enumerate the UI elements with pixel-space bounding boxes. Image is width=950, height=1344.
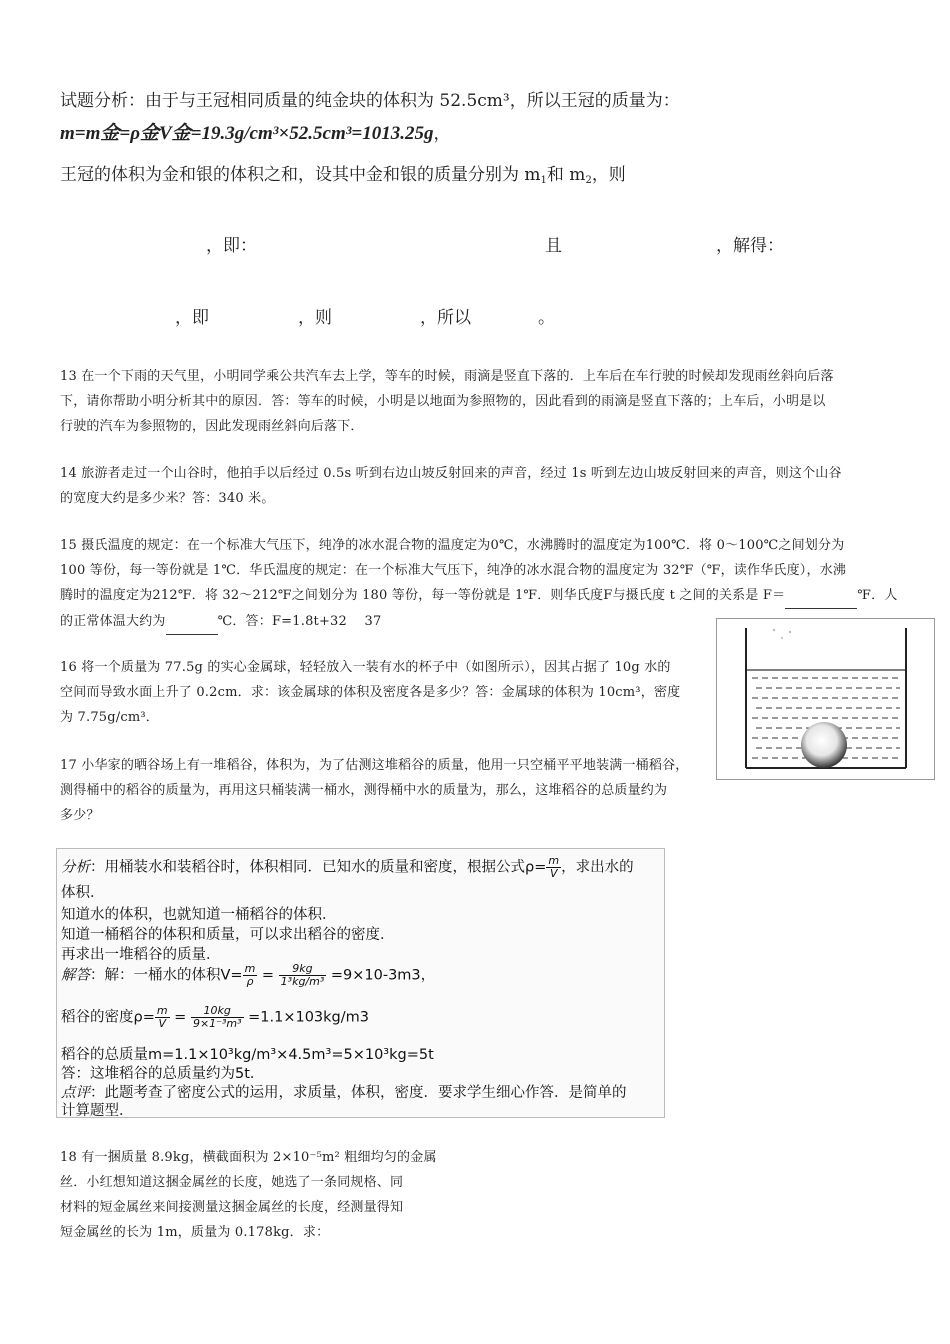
solution-answer: 答：这堆稻谷的总质量约为5t． bbox=[61, 1066, 265, 1082]
solution-last-line: 计算题型． bbox=[61, 1103, 134, 1119]
comment-text: ：此题考查了密度公式的运用，求质量，体积，密度．要求学生细心作答．是简单的 bbox=[90, 1085, 627, 1101]
q15-line-4-b: ℃．答：F=1.8t+32 37 bbox=[217, 614, 382, 629]
q14-line-2: 的宽度大约是多少米？答：340 米。 bbox=[60, 491, 275, 506]
analysis-line-3 bbox=[60, 160, 626, 186]
q13-line-1: 13 在一个下雨的天气里，小明同学乘公共汽车去上学，等车的时候，雨滴是竖直下落的．上车后在车行驶的时候却发现雨丝斜向后落 bbox=[60, 369, 834, 384]
row5-d: 。 bbox=[538, 308, 555, 328]
volume-fraction-2 bbox=[279, 963, 327, 988]
frac-rho: ρ bbox=[246, 975, 254, 988]
row4-a: ，即： bbox=[206, 236, 257, 256]
analysis-line-3-a: 王冠的体积为金和银的体积之和，设其中金和银的质量分别为 m bbox=[60, 165, 541, 185]
comment-label: 点评 bbox=[61, 1085, 90, 1101]
solution-line-3: 知道水的体积，也就知道一桶稻谷的体积． bbox=[61, 907, 337, 923]
q15-line-1: 15 摄氏温度的规定：在一个标准大气压下，纯净的冰水混合物的温度定为0℃，水沸腾时的温度定为100℃．将 0～100℃之间划分为 bbox=[60, 538, 845, 553]
solution-total-mass: 稻谷的总质量m=1.1×10³kg/m³×4.5m³=5×10³kg=5t bbox=[61, 1047, 434, 1063]
frac-9kg: 9kg bbox=[279, 963, 327, 976]
formula-comma: ， bbox=[433, 124, 451, 144]
solution-box bbox=[56, 848, 665, 1118]
row5-a: ，即 bbox=[175, 308, 209, 328]
density-fraction-2 bbox=[155, 1005, 170, 1030]
cup-with-ball-figure bbox=[716, 618, 936, 780]
frac-denominator: V bbox=[549, 867, 558, 880]
solution-line-5: 再求出一堆稻谷的质量． bbox=[61, 947, 221, 963]
subscript-2: 2 bbox=[585, 175, 592, 186]
q18-line-2: 丝．小红想知道这捆金属丝的长度，她选了一条同规格、同 bbox=[60, 1175, 404, 1190]
analysis-line-1: 试题分析：由于与王冠相同质量的纯金块的体积为 52.5cm³，所以王冠的质量为： bbox=[60, 91, 680, 111]
q15-line-2: 100 等份，每一等份就是 1℃．华氏温度的规定：在一个标准大气压下，纯净的冰水混合物的温度定为 32℉（℉，读作华氏度），水沸 bbox=[60, 563, 847, 578]
jieda-label: 解答 bbox=[61, 967, 90, 984]
q15-line-3-end: ℉．人 bbox=[857, 588, 898, 603]
question-17 bbox=[60, 753, 688, 828]
solution-line-2: 体积． bbox=[61, 885, 105, 901]
frac-numerator: m bbox=[548, 854, 560, 867]
answer-blank-f bbox=[785, 583, 857, 609]
density-fraction-3 bbox=[191, 1005, 244, 1030]
solution-line-4: 知道一桶稻谷的体积和质量，可以求出稻谷的密度． bbox=[61, 927, 395, 943]
density-result: =1.1×103kg/m3 bbox=[248, 1009, 369, 1026]
frac-m: m bbox=[244, 962, 256, 975]
frac-m-2: m bbox=[156, 1004, 168, 1017]
q17-line-2: 测得桶中的稻谷的质量为，再用这只桶装满一桶水，测得桶中水的质量为，那么，这堆稻谷的总质量约为 bbox=[60, 783, 668, 798]
frac-v-2: V bbox=[158, 1017, 166, 1030]
frac-den1: 1³kg/m³ bbox=[280, 975, 325, 988]
density-text: 稻谷的密度ρ= bbox=[61, 1009, 155, 1026]
row4-c: ，解得： bbox=[716, 236, 784, 256]
q17-line-1: 17 小华家的晒谷场上有一堆稻谷，体积为，为了估测这堆稻谷的质量，他用一只空桶平平地装满一桶稻谷， bbox=[60, 758, 689, 773]
q15-line-4-a: 的正常体温大约为 bbox=[60, 614, 166, 629]
q18-line-1: 18 有一捆质量 8.9kg，横截面积为 2×10⁻⁵m² 粗细均匀的金属 bbox=[60, 1150, 437, 1165]
solution-analysis-line bbox=[61, 855, 634, 880]
q18-line-3: 材料的短金属丝来间接测量这捆金属丝的长度，经测量得知 bbox=[60, 1200, 404, 1215]
density-fraction-1 bbox=[546, 855, 561, 880]
q15-line-3 bbox=[60, 583, 898, 609]
row4-b: 且 bbox=[545, 236, 562, 256]
frac-10kg: 10kg bbox=[191, 1005, 244, 1018]
answer-blank-temp bbox=[166, 609, 218, 635]
q15-line-3-text: 腾时的温度定为212℉．将 32～212℉之间划分为 180 等份，每一等份就是 1℉．则华氏度F与摄氏度 t 之间的关系是 F＝ bbox=[60, 588, 786, 603]
analysis-label: 分析 bbox=[61, 859, 90, 876]
question-14 bbox=[60, 461, 842, 511]
frac-den2: 9×1⁻³m³ bbox=[192, 1017, 242, 1030]
q14-line-1: 14 旅游者走过一个山谷时，他拍手以后经过 0.5s 听到右边山坡反射回来的声音，经过 1s 听到左边山坡反射回来的声音，则这个山谷 bbox=[60, 466, 842, 481]
formula-line bbox=[60, 118, 451, 145]
question-13 bbox=[60, 364, 834, 439]
volume-fraction-1 bbox=[243, 963, 258, 988]
q17-line-3: 多少？ bbox=[60, 808, 100, 823]
solution-density-line: 稻谷的密度ρ= $\frac{m}{V}$ = $\frac{10kg}{\text{9×1⁻³m³}}$ =1.1×103kg/m3 bbox=[61, 1004, 369, 1030]
question-16 bbox=[60, 655, 680, 730]
analysis-line-3-mid: 和 m bbox=[546, 165, 586, 185]
q16-line-1: 16 将一个质量为 77.5g 的实心金属球，轻轻放入一装有水的杯子中（如图所示），因其占据了 10g 水的 bbox=[60, 660, 671, 675]
row5-c: ，所以 bbox=[420, 308, 471, 328]
jieda-text: ：解：一桶水的体积V= bbox=[90, 967, 243, 984]
mass-formula: m=m金=ρ金V金=19.3g/cm³×52.5cm³=1013.25g bbox=[60, 123, 434, 144]
q16-line-2: 空间而导致水面上升了 0.2cm．求：该金属球的体积及密度各是多少？答：金属球的体积为 10cm³，密度 bbox=[60, 685, 681, 700]
q13-line-2: 下，请你帮助小明分析其中的原因．答：等车的时候，小明是以地面为参照物的，因此看到的雨滴是竖直下落的；上车后，小明是以 bbox=[60, 394, 826, 409]
solution-comment-line bbox=[61, 1081, 627, 1102]
question-18 bbox=[60, 1145, 437, 1245]
q16-line-3: 为 7.75g/cm³． bbox=[60, 710, 159, 725]
q18-line-4: 短金属丝的长为 1m，质量为 0.178kg．求： bbox=[60, 1225, 330, 1240]
q13-line-3: 行驶的汽车为参照物的，因此发现雨丝斜向后落下． bbox=[60, 419, 364, 434]
subscript-1: 1 bbox=[540, 175, 547, 186]
analysis-text: ：用桶装水和装稻谷时，体积相同．已知水的质量和密度，根据公式ρ= bbox=[90, 859, 547, 876]
jieda-result: =9×10-3m3， bbox=[330, 967, 436, 984]
analysis-end: ，求出水的 bbox=[561, 859, 634, 876]
solution-jieda-line: 解答：解：一桶水的体积V= $\frac{m}{\rho}$ = $\frac{9kg}{\text{1³kg/m³}}$ =9×10-3m3， bbox=[61, 962, 436, 988]
metal-ball bbox=[801, 722, 847, 768]
analysis-line-3-b: ，则 bbox=[591, 165, 626, 185]
row5-b: ，则 bbox=[298, 308, 332, 328]
